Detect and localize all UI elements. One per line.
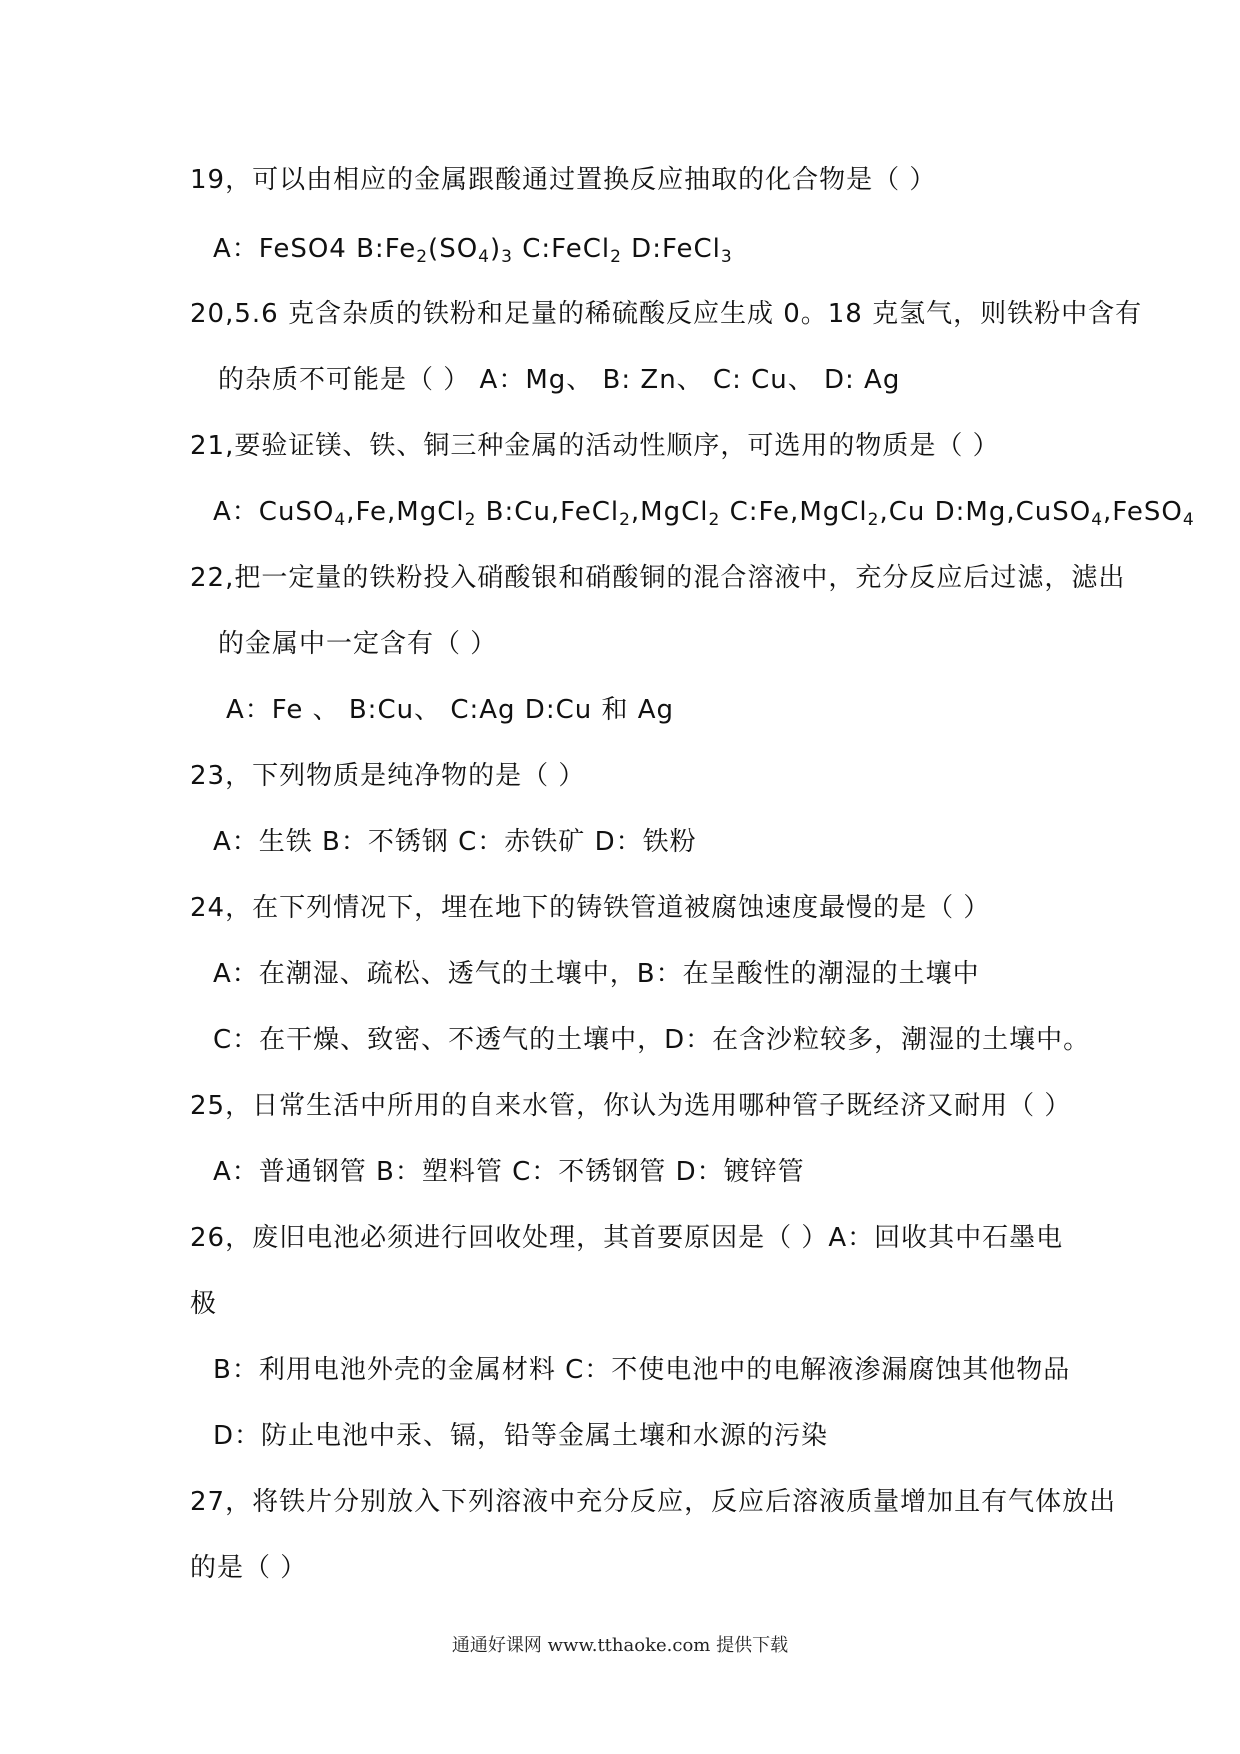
subscript: 4 xyxy=(334,510,347,530)
q21-option-text: ,MgCl xyxy=(630,497,709,527)
question-25-options: A：普通钢管 B：塑料管 C：不锈钢管 D：镀锌管 xyxy=(213,1157,805,1187)
question-26-stem: 26，废旧电池必须进行回收处理，其首要原因是（ ）A：回收其中石墨电 xyxy=(190,1223,1064,1253)
q19-option-text: D:FeCl xyxy=(621,234,721,264)
subscript: 3 xyxy=(720,247,733,267)
subscript: 2 xyxy=(464,510,477,530)
subscript: 2 xyxy=(708,510,721,530)
q21-option-text: B:Cu,FeCl xyxy=(476,497,620,527)
question-19-options xyxy=(213,232,733,266)
q21-option-text: A：CuSO xyxy=(213,497,335,527)
subscript: 2 xyxy=(610,247,622,267)
subscript: 4 xyxy=(1091,510,1104,530)
q19-option-text: C:FeCl xyxy=(512,234,611,264)
q21-option-text: ,FeSO xyxy=(1103,497,1183,527)
subscript: 2 xyxy=(867,510,880,530)
q19-option-text: ) xyxy=(490,234,502,264)
question-25-stem: 25，日常生活中所用的自来水管，你认为选用哪种管子既经济又耐用（ ） xyxy=(190,1091,1072,1121)
question-26-options-d: D：防止电池中汞、镉，铅等金属土壤和水源的污染 xyxy=(213,1421,829,1451)
q19-option-text: (SO xyxy=(428,234,479,264)
question-20-continuation: 的杂质不可能是（ ） A：Mg、 B: Zn、 C: Cu、 D: Ag xyxy=(218,365,901,395)
page-footer: 通通好课网 www.tthaoke.com 提供下载 xyxy=(451,1635,789,1656)
subscript: 3 xyxy=(501,247,513,267)
question-26-options-bc: B：利用电池外壳的金属材料 C：不使电池中的电解液渗漏腐蚀其他物品 xyxy=(213,1355,1071,1385)
subscript: 2 xyxy=(619,510,631,530)
q21-option-text: ,Cu D:Mg,CuSO xyxy=(879,497,1092,527)
question-26-continuation: 极 xyxy=(190,1289,218,1319)
question-23-stem: 23，下列物质是纯净物的是（ ） xyxy=(190,761,586,791)
question-22-options: A：Fe 、 B:Cu、 C:Ag D:Cu 和 Ag xyxy=(226,695,675,725)
question-24-stem: 24，在下列情况下，埋在地下的铸铁管道被腐蚀速度最慢的是（ ） xyxy=(190,893,991,923)
question-23-options: A：生铁 B：不锈钢 C：赤铁矿 D：铁粉 xyxy=(213,827,697,857)
question-24-options-ab: A：在潮湿、疏松、透气的土壤中，B：在呈酸性的潮湿的土壤中 xyxy=(213,959,980,989)
question-24-options-cd: C：在干燥、致密、不透气的土壤中，D：在含沙粒较多，潮湿的土壤中。 xyxy=(213,1025,1091,1055)
question-20-stem: 20,5.6 克含杂质的铁粉和足量的稀硫酸反应生成 0。18 克氢气，则铁粉中含有 xyxy=(190,299,1143,329)
question-27-stem: 27，将铁片分别放入下列溶液中充分反应，反应后溶液质量增加且有气体放出 xyxy=(190,1487,1117,1517)
subscript: 4 xyxy=(1182,510,1195,530)
question-22-stem: 22,把一定量的铁粉投入硝酸银和硝酸铜的混合溶液中，充分反应后过滤，滤出 xyxy=(190,563,1126,593)
question-22-continuation: 的金属中一定含有（ ） xyxy=(218,629,498,659)
subscript: 4 xyxy=(478,247,490,267)
question-27-continuation: 的是（ ） xyxy=(190,1553,308,1583)
q19-option-text: A：FeSO4 B:Fe xyxy=(213,234,417,264)
q21-option-text: ,Fe,MgCl xyxy=(346,497,465,527)
q21-option-text: C:Fe,MgCl xyxy=(720,497,868,527)
question-19-stem: 19，可以由相应的金属跟酸通过置换反应抽取的化合物是（ ） xyxy=(190,165,937,195)
subscript: 2 xyxy=(416,247,429,267)
question-21-options xyxy=(213,495,1195,529)
question-21-stem: 21,要验证镁、铁、铜三种金属的活动性顺序，可选用的物质是（ ） xyxy=(190,431,1000,461)
